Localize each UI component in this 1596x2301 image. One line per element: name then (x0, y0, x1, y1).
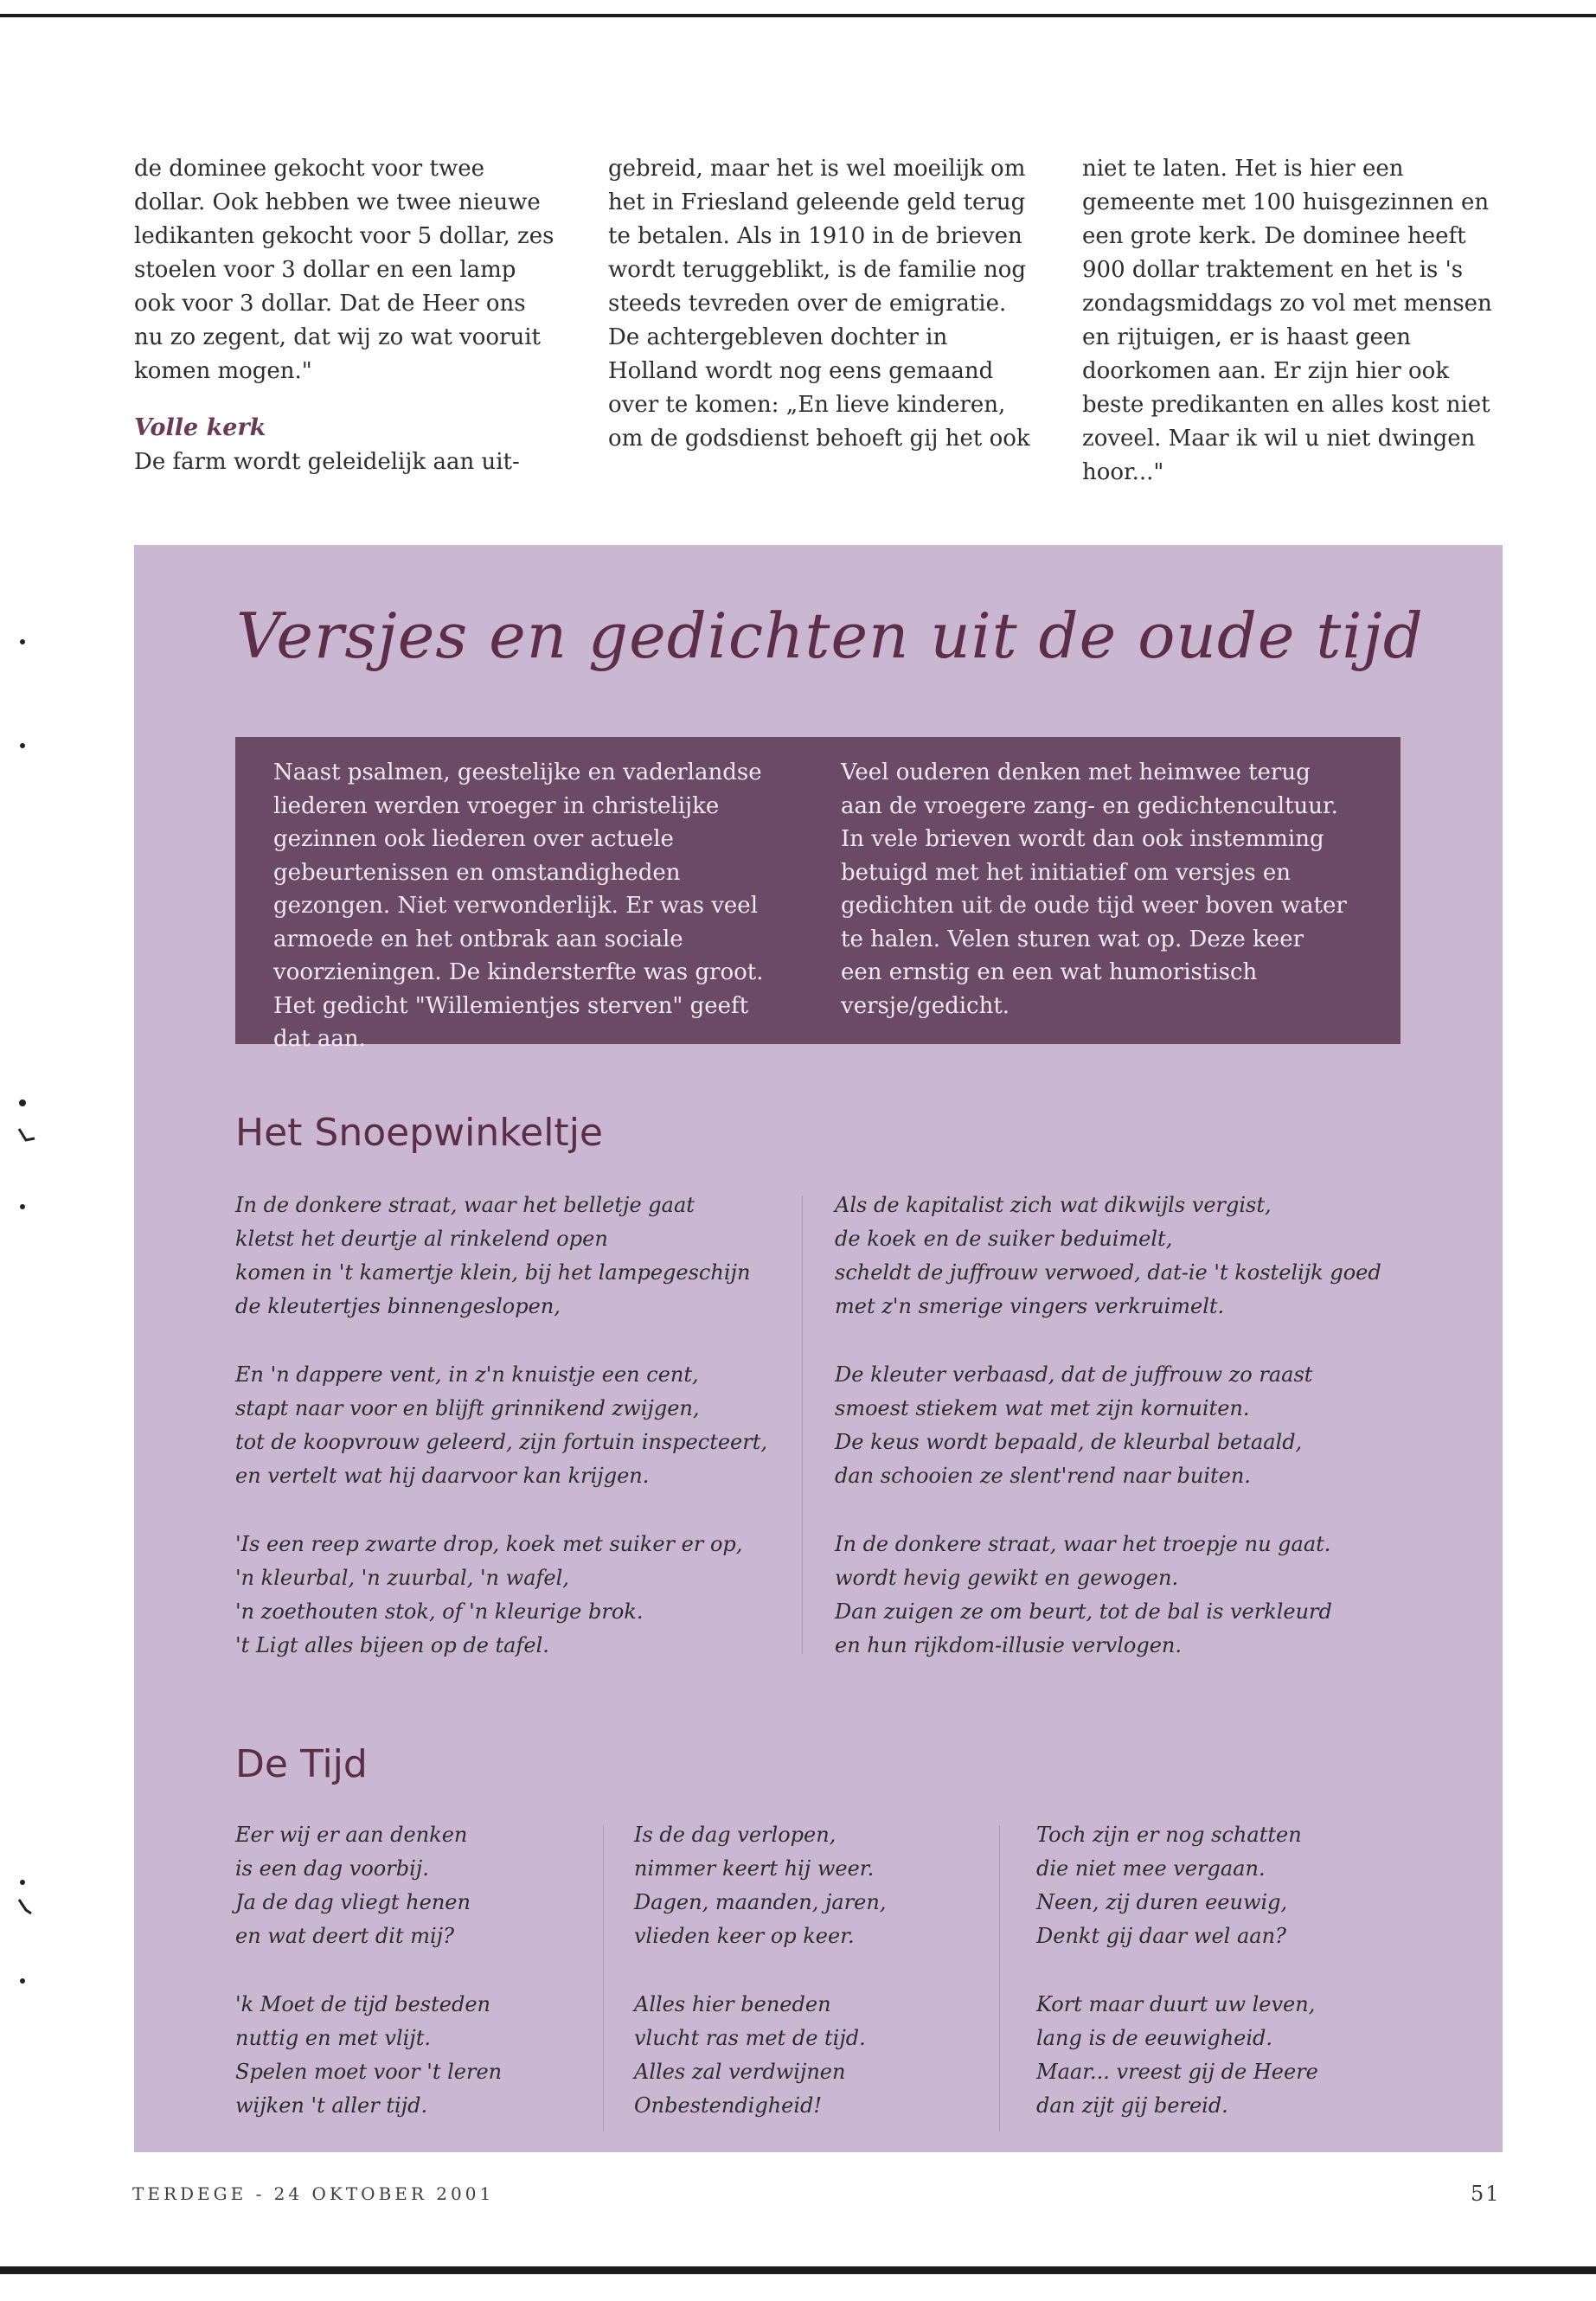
poem-line: wijken 't aller tijd. (235, 2093, 428, 2118)
poem-line: Alles zal verdwijnen (634, 2060, 846, 2084)
poem-line: komen in 't kamertje klein, bij het lampegeschijn (235, 1260, 751, 1285)
poem-line: is een dag voorbij. (235, 1856, 429, 1881)
poem-line: en hun rijkdom-illusie vervlogen. (835, 1633, 1182, 1657)
poem-line: 't Ligt alles bijeen op de tafel. (235, 1633, 549, 1657)
poem-line: wordt hevig gewikt en gewogen. (835, 1566, 1179, 1590)
poem-line: En 'n dappere vent, in z'n knuistje een cent, (235, 1362, 699, 1387)
poem-1-title: Het Snoepwinkeltje (235, 1111, 603, 1155)
poem-line: Neen, zij duren eeuwig, (1036, 1890, 1288, 1914)
poem-line: scheldt de juffrouw verwoed, dat-ie 't kostelijk goed (835, 1260, 1381, 1285)
article-column-3 (1082, 152, 1508, 490)
feature-panel (134, 545, 1503, 2152)
stanza (235, 1818, 564, 1953)
stanza (235, 1528, 772, 1663)
feature-intro-left: Naast psalmen, geestelijke en vaderlandse liederen werden vroeger in christelijke gezinnen ook liederen over actuele gebeurtenissen en omstandigheden gezongen. Niet verwonderlijk. Er was veel armoede en het ontbrak aan sociale voorzieningen. De kindersterfte was groot. Het gedicht "Willemientjes sterven" geeft dat aan. (273, 760, 764, 1052)
poem-line: en wat deert dit mij? (235, 1924, 454, 1948)
poem-line: Denkt gij daar wel aan? (1036, 1924, 1286, 1948)
poem-line: Maar... vreest gij de Heere (1036, 2060, 1318, 2084)
poem-line: In de donkere straat, waar het belletje gaat (235, 1193, 695, 1217)
poem-line: vlucht ras met de tijd. (634, 2026, 866, 2050)
scan-dot (20, 1204, 25, 1209)
poem-line: Dan zuigen ze om beurt, tot de bal is verkleurd (835, 1599, 1332, 1624)
poem-2-title: De Tijd (235, 1742, 368, 1786)
poem-line: 'Is een reep zwarte drop, koek met suiker er op, (235, 1532, 743, 1556)
stanza (835, 1189, 1458, 1324)
poem-line: De kleuter verbaasd, dat de juffrouw zo raast (835, 1362, 1313, 1387)
article-continuation (134, 152, 1509, 490)
article-paragraph: niet te laten. Het is hier een gemeente met 100 huisgezinnen en een grote kerk. De dominee heeft 900 dollar traktement en het is 's zondagsmiddags zo vol met mensen en rijtuigen, er is haast geen doorkomen aan. Er zijn hier ook beste predikanten en alles kost niet zoveel. Maar ik wil u niet dwingen hoor..." (1082, 156, 1492, 485)
stanza (835, 1358, 1458, 1493)
scan-dot (20, 639, 25, 644)
poem-line: Toch zijn er nog schatten (1036, 1823, 1302, 1847)
poem-line: tot de koopvrouw geleerd, zijn fortuin inspecteert, (235, 1430, 767, 1454)
article-paragraph: gebreid, maar het is wel moeilijk om het in Friesland geleende geld terug te betalen. Als in 1910 in de brieven wordt teruggeblikt, is de familie nog steeds tevreden over de emigratie. (608, 156, 1027, 317)
poem-line: kletst het deurtje al rinkelend open (235, 1227, 608, 1251)
article-paragraph: de dominee gekocht voor twee dollar. Ook hebben we twee nieuwe ledikanten gekocht voor 5 dollar, zes stoelen voor 3 dollar en een lamp ook voor 3 dollar. Dat de Heer ons nu zo zegent, dat wij zo wat vooruit komen mogen." (134, 156, 554, 384)
article-paragraph: De achtergebleven dochter in Holland wordt nog eens gemaand over te komen: „En lieve kinderen, om de godsdienst behoeft gij het ook (608, 324, 1030, 452)
poem-1-right-column (835, 1189, 1458, 1697)
stanza (235, 1988, 564, 2123)
poem-line: nimmer keert hij weer. (634, 1856, 875, 1881)
poem-line: dan zijt gij bereid. (1036, 2093, 1228, 2118)
article-subheading: Volle kerk (134, 414, 266, 441)
poem-line: met z'n smerige vingers verkruimelt. (835, 1294, 1225, 1318)
footer-publication: TERDEGE - 24 OKTOBER 2001 (132, 2183, 495, 2204)
feature-intro-right: Veel ouderen denken met heimwee terug aan de vroegere zang- en gedichtencultuur. In vele brieven wordt dan ook instemming betuigd met het initiatief om versjes en gedichten uit de oude tijd weer boven water te halen. Velen sturen wat op. Deze keer een ernstig en een wat humoristisch versje/gedicht. (841, 760, 1347, 1019)
poem-line: 'n zoethouten stok, of 'n kleurige brok. (235, 1599, 644, 1624)
stanza (1036, 1818, 1400, 1953)
stanza (235, 1189, 772, 1324)
scan-dot (20, 1880, 25, 1885)
poem-2-column-2 (634, 1818, 963, 2157)
poem-2-column-1 (235, 1818, 564, 2157)
scan-dot (19, 1099, 26, 1106)
poem-line: stapt naar voor en blijft grinnikend zwijgen, (235, 1396, 700, 1420)
poem-line: lang is de eeuwigheid. (1036, 2026, 1273, 2050)
poem-line: Alles hier beneden (634, 1992, 831, 2016)
poem-line: die niet mee vergaan. (1036, 1856, 1266, 1881)
poem-line: nuttig en met vlijt. (235, 2026, 432, 2050)
poem-line: smoest stiekem wat met zijn kornuiten. (835, 1396, 1250, 1420)
poem-line: de kleutertjes binnengeslopen, (235, 1294, 561, 1318)
poem-line: Eer wij er aan denken (235, 1823, 468, 1847)
stanza (634, 1988, 963, 2123)
poem-line: 'k Moet de tijd besteden (235, 1992, 490, 2016)
column-divider (999, 1825, 1000, 2131)
top-rule (0, 14, 1596, 17)
poem-1-left-column (235, 1189, 772, 1697)
scan-dot (20, 743, 25, 748)
stanza (1036, 1988, 1400, 2123)
stanza (835, 1528, 1458, 1663)
poem-2-column-3 (1036, 1818, 1400, 2157)
column-divider (603, 1825, 604, 2131)
poem-line: Onbestendigheid! (634, 2093, 823, 2118)
article-column-1 (134, 152, 560, 490)
poem-line: en vertelt wat hij daarvoor kan krijgen. (235, 1464, 650, 1488)
poem-line: vlieden keer op keer. (634, 1924, 855, 1948)
scan-dot (20, 1978, 25, 1984)
scan-tick (19, 1129, 35, 1140)
article-column-2 (608, 152, 1034, 490)
column-divider (802, 1195, 803, 1654)
scan-tick (19, 1900, 31, 1913)
poem-line: Spelen moet voor 't leren (235, 2060, 503, 2084)
poem-line: De keus wordt bepaald, de kleurbal betaald, (835, 1430, 1303, 1454)
poem-line: Als de kapitalist zich wat dikwijls vergist, (835, 1193, 1272, 1217)
poem-line: Is de dag verlopen, (634, 1823, 836, 1847)
poem-line: Ja de dag vliegt henen (235, 1890, 471, 1914)
feature-intro-box (235, 737, 1401, 1052)
poem-line: Dagen, maanden, jaren, (634, 1890, 887, 1914)
poem-line: de koek en de suiker beduimelt, (835, 1227, 1173, 1251)
poem-line: dan schooien ze slent'rend naar buiten. (835, 1464, 1251, 1488)
stanza (235, 1358, 772, 1493)
bottom-rule (0, 2266, 1596, 2274)
feature-title: Versjes en gedichten uit de oude tijd (236, 599, 1424, 672)
article-paragraph: De farm wordt geleidelijk aan uit- (134, 449, 520, 475)
stanza (634, 1818, 963, 1953)
page-number: 51 (1471, 2182, 1501, 2206)
poem-line: Kort maar duurt uw leven, (1036, 1992, 1316, 2016)
poem-line: 'n kleurbal, 'n zuurbal, 'n wafel, (235, 1566, 569, 1590)
poem-line: In de donkere straat, waar het troepje nu gaat. (835, 1532, 1331, 1556)
